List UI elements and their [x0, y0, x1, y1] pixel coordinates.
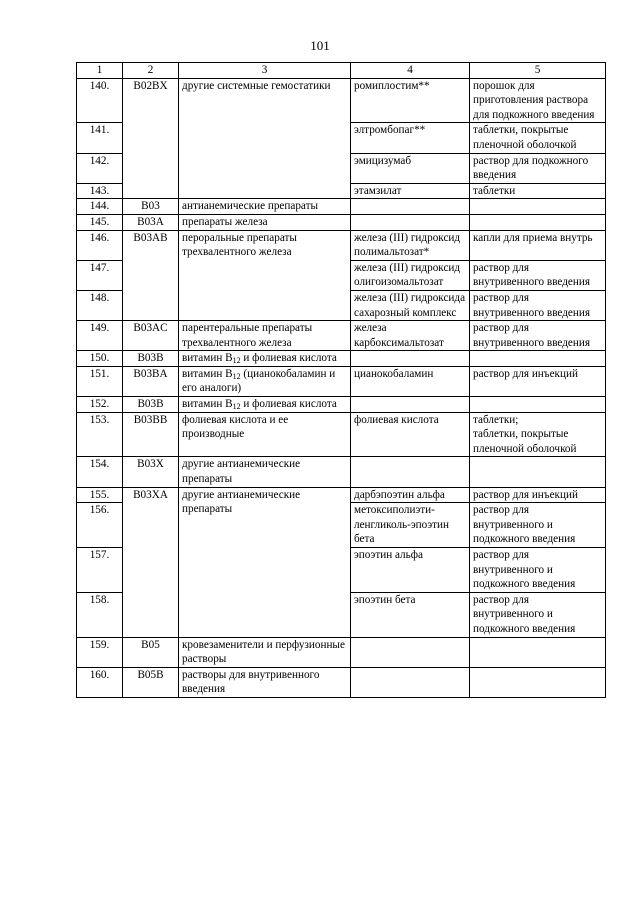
group-name: другие антианемические препараты — [179, 457, 351, 487]
atc-code: B03B — [123, 351, 179, 367]
atc-code: B05 — [123, 637, 179, 667]
drug-name: эпоэтин альфа — [351, 548, 470, 593]
atc-code: B03 — [123, 199, 179, 215]
row-number: 145. — [77, 214, 123, 230]
row-number: 154. — [77, 457, 123, 487]
dosage-form — [470, 397, 606, 413]
column-header: 1 — [77, 63, 123, 79]
dosage-form: раствор для инъекций — [470, 487, 606, 503]
table-header-row — [77, 63, 606, 79]
dosage-form — [470, 351, 606, 367]
dosage-form: раствор для внутривенного введения — [470, 321, 606, 351]
drug-name — [351, 214, 470, 230]
drug-name — [351, 351, 470, 367]
dosage-form: раствор для инъекций — [470, 366, 606, 396]
column-header: 5 — [470, 63, 606, 79]
row-number: 142. — [77, 153, 123, 183]
atc-code: B03X — [123, 457, 179, 487]
table-row — [77, 199, 606, 215]
drug-name: фолиевая кислота — [351, 412, 470, 457]
row-number: 158. — [77, 592, 123, 637]
dosage-form: раствор для внутривенного введения — [470, 290, 606, 320]
atc-code: B03BB — [123, 412, 179, 457]
row-number: 160. — [77, 667, 123, 697]
dosage-form: порошок для приготовления раствора для подкожного введения — [470, 78, 606, 123]
table-row — [77, 366, 606, 396]
drug-name: элтромбопаг** — [351, 123, 470, 153]
atc-code: B03AC — [123, 321, 179, 351]
group-name: другие системные гемостатики — [179, 78, 351, 199]
atc-code: B03AB — [123, 230, 179, 321]
dosage-form: раствор для подкожного введения — [470, 153, 606, 183]
dosage-form: таблетки, покрытые пленочной оболочкой — [470, 123, 606, 153]
table-row — [77, 637, 606, 667]
drug-name: дарбэпоэтин альфа — [351, 487, 470, 503]
row-number: 141. — [77, 123, 123, 153]
table-row — [77, 412, 606, 457]
table-row — [77, 230, 606, 260]
atc-code: B03B — [123, 397, 179, 413]
row-number: 144. — [77, 199, 123, 215]
row-number: 157. — [77, 548, 123, 593]
drug-name: эмицизумаб — [351, 153, 470, 183]
dosage-form: таблетки — [470, 183, 606, 199]
drug-name — [351, 457, 470, 487]
drug-name — [351, 637, 470, 667]
dosage-form: раствор для внутривенного и подкожного введения — [470, 503, 606, 548]
group-name: растворы для внутривенного введения — [179, 667, 351, 697]
drug-name — [351, 397, 470, 413]
group-name: препараты железа — [179, 214, 351, 230]
dosage-form: капли для приема внутрь — [470, 230, 606, 260]
column-header: 2 — [123, 63, 179, 79]
dosage-form — [470, 214, 606, 230]
drug-name: железа карбоксимальтозат — [351, 321, 470, 351]
table-row — [77, 487, 606, 503]
column-header: 4 — [351, 63, 470, 79]
drug-name: цианокобаламин — [351, 366, 470, 396]
drug-name: метоксиполиэти-ленгликоль-эпоэтин бета — [351, 503, 470, 548]
table-row — [77, 667, 606, 697]
row-number: 146. — [77, 230, 123, 260]
column-header: 3 — [179, 63, 351, 79]
row-number: 147. — [77, 260, 123, 290]
medicines-table — [76, 62, 606, 698]
drug-name — [351, 199, 470, 215]
table-row — [77, 457, 606, 487]
dosage-form — [470, 667, 606, 697]
row-number: 156. — [77, 503, 123, 548]
dosage-form: таблетки; таблетки, покрытые пленочной оболочкой — [470, 412, 606, 457]
group-name: фолиевая кислота и ее производные — [179, 412, 351, 457]
drug-name — [351, 667, 470, 697]
atc-code: B05B — [123, 667, 179, 697]
group-name: антианемические препараты — [179, 199, 351, 215]
atc-code: B02BX — [123, 78, 179, 199]
group-name: другие антианемические препараты — [179, 487, 351, 637]
row-number: 140. — [77, 78, 123, 123]
table-row — [77, 321, 606, 351]
table-row — [77, 214, 606, 230]
drug-name: эпоэтин бета — [351, 592, 470, 637]
row-number: 153. — [77, 412, 123, 457]
row-number: 151. — [77, 366, 123, 396]
row-number: 148. — [77, 290, 123, 320]
dosage-form: раствор для внутривенного и подкожного введения — [470, 592, 606, 637]
group-name: витамин $B_{12}$ и фолиевая кислота — [179, 397, 351, 413]
group-name: пероральные препараты трехвалентного железа — [179, 230, 351, 321]
row-number: 152. — [77, 397, 123, 413]
atc-code: B03XA — [123, 487, 179, 637]
drug-name: железа (III) гидроксид полимальтозат* — [351, 230, 470, 260]
dosage-form — [470, 199, 606, 215]
drug-name: этамзилат — [351, 183, 470, 199]
group-name: витамин $B_{12}$ (цианокобаламин и его аналоги) — [179, 366, 351, 396]
group-name: витамин $B_{12}$ и фолиевая кислота — [179, 351, 351, 367]
row-number: 159. — [77, 637, 123, 667]
row-number: 149. — [77, 321, 123, 351]
group-name: кровезаменители и перфузионные растворы — [179, 637, 351, 667]
table-row — [77, 78, 606, 123]
atc-code: B03BA — [123, 366, 179, 396]
drug-name: железа (III) гидроксида сахарозный комплекс — [351, 290, 470, 320]
group-name: парентеральные препараты трехвалентного железа — [179, 321, 351, 351]
drug-name: ромиплостим** — [351, 78, 470, 123]
dosage-form: раствор для внутривенного и подкожного введения — [470, 548, 606, 593]
page-number: 101 — [310, 38, 330, 53]
dosage-form — [470, 457, 606, 487]
dosage-form — [470, 637, 606, 667]
atc-code: B03A — [123, 214, 179, 230]
drug-name: железа (III) гидроксид олигоизомальтозат — [351, 260, 470, 290]
row-number: 155. — [77, 487, 123, 503]
table-row — [77, 397, 606, 413]
row-number: 150. — [77, 351, 123, 367]
row-number: 143. — [77, 183, 123, 199]
dosage-form: раствор для внутривенного введения — [470, 260, 606, 290]
table-row — [77, 351, 606, 367]
